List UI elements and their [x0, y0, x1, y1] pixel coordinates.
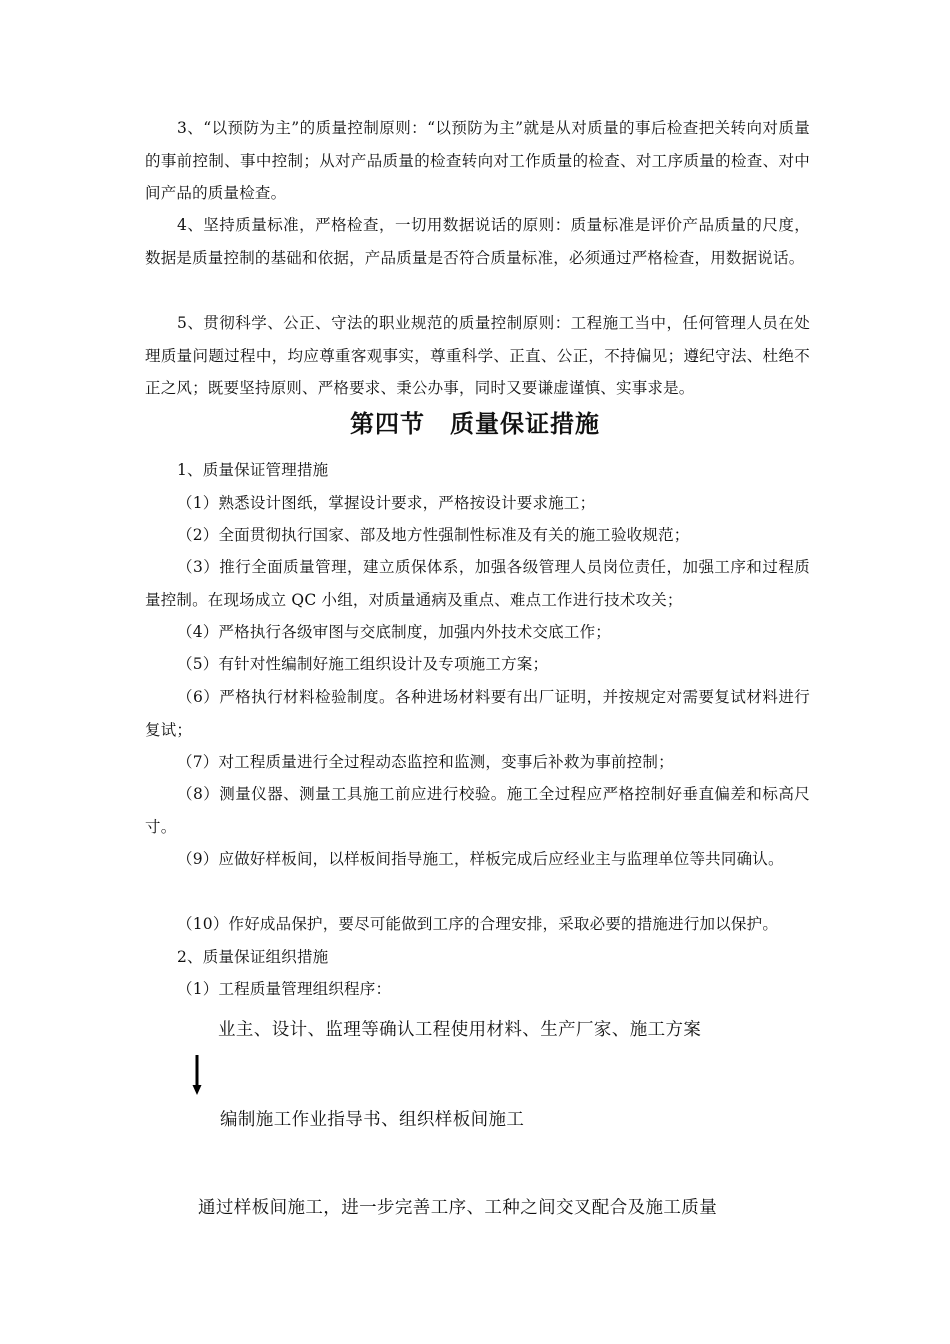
organization-subheading: （1）工程质量管理组织程序： — [177, 980, 392, 998]
measure-item-2: （2）全面贯彻执行国家、部及地方性强制性标准及有关的施工验收规范； — [177, 526, 690, 544]
measure-item-3: （3）推行全面质量管理，建立质保体系，加强各级管理人员岗位责任，加强工序和过程质量控制。在现场成立 QC 小组，对质量通病及重点、难点工作进行技术攻关； — [145, 558, 810, 609]
arrow-down-icon — [191, 1055, 203, 1095]
measure-item-1: （1）熟悉设计图纸，掌握设计要求，严格按设计要求施工； — [177, 494, 596, 512]
flow-step-1: 业主、设计、监理等确认工程使用材料、生产厂家、施工方案 — [218, 1020, 702, 1040]
measure-item-4: （4）严格执行各级审图与交底制度，加强内外技术交底工作； — [177, 623, 611, 641]
measures-heading: 1、质量保证管理措施 — [177, 461, 329, 479]
section-title: 第四节 质量保证措施 — [350, 410, 600, 438]
measure-item-6: （6）严格执行材料检验制度。各种进场材料要有出厂证明，并按规定对需要复试材料进行复试； — [145, 688, 810, 739]
organization-heading: 2、质量保证组织措施 — [177, 948, 329, 966]
flow-step-3: 通过样板间施工，进一步完善工序、工种之间交叉配合及施工质量 — [198, 1198, 718, 1218]
principle-5-paragraph: 5、贯彻科学、公正、守法的职业规范的质量控制原则：工程施工当中，任何管理人员在处理质量问题过程中，均应尊重客观事实，尊重科学、正直、公正，不持偏见；遵纪守法、杜绝不正之风；既要坚持原则、严格要求、秉公办事，同时又要谦虚谨慎、实事求是。 — [145, 314, 810, 397]
measure-item-9: （9）应做好样板间，以样板间指导施工，样板完成后应经业主与监理单位等共同确认。 — [177, 850, 784, 868]
measure-item-5: （5）有针对性编制好施工组织设计及专项施工方案； — [177, 655, 549, 673]
flow-step-2: 编制施工作业指导书、组织样板间施工 — [220, 1110, 525, 1130]
measure-item-7: （7）对工程质量进行全过程动态监控和监测，变事后补救为事前控制； — [177, 753, 674, 771]
measure-item-8: （8）测量仪器、测量工具施工前应进行校验。施工全过程应严格控制好垂直偏差和标高尺寸。 — [145, 785, 810, 836]
measure-item-10: （10）作好成品保护，要尽可能做到工序的合理安排，采取必要的措施进行加以保护。 — [177, 915, 779, 933]
principle-3-paragraph: 3、“以预防为主”的质量控制原则：“以预防为主”就是从对质量的事后检查把关转向对质量的事前控制、事中控制；从对产品质量的检查转向对工作质量的检查、对工序质量的检查、对中间产品的质量检查。 — [145, 119, 810, 202]
principle-4-paragraph: 4、坚持质量标准，严格检查，一切用数据说话的原则：质量标准是评价产品质量的尺度，数据是质量控制的基础和依据，产品质量是否符合质量标准，必须通过严格检查，用数据说话。 — [145, 216, 810, 267]
